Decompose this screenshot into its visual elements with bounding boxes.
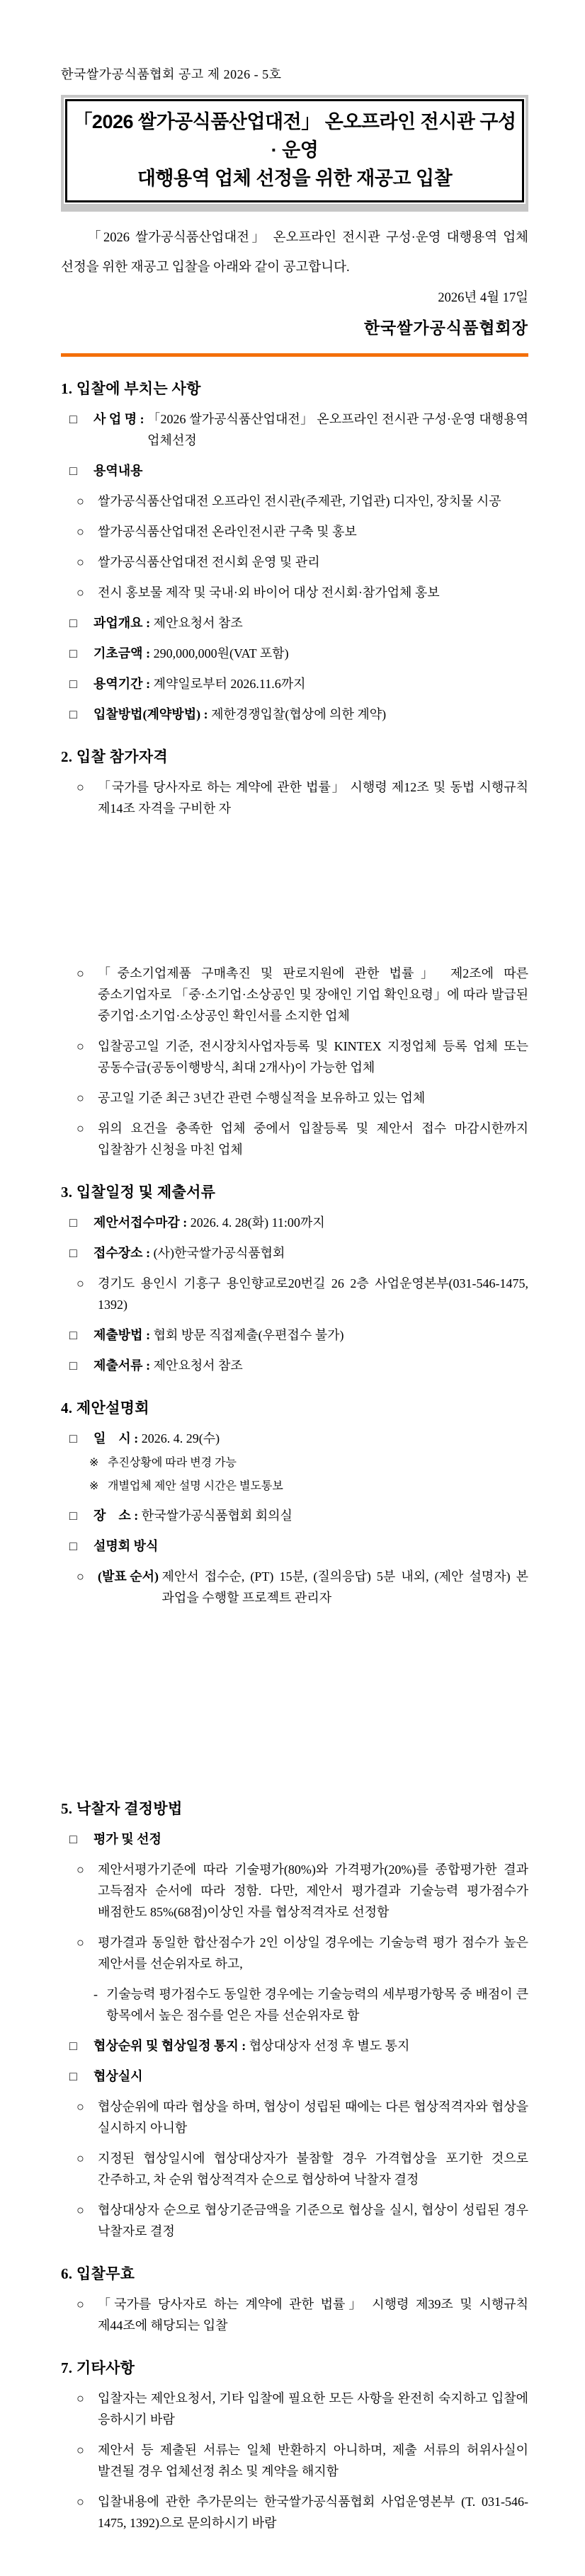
item-text: 위의 요건을 충족한 업체 중에서 입찰등록 및 제안서 접수 마감시한까지 입찰참가 신청을 마친 업체 bbox=[98, 1121, 528, 1157]
item-text: 「국가를 당사자로 하는 계약에 관한 법률」 시행령 제12조 및 동법 시행규칙 제14조 자격을 구비한 자 bbox=[98, 780, 528, 815]
item-separator: : bbox=[179, 1215, 191, 1230]
item-label: 설명회 방식 bbox=[93, 1539, 159, 1553]
circle-marker-icon: ○ bbox=[76, 780, 84, 794]
box-marker-icon: □ bbox=[69, 1358, 77, 1373]
item-text: 제안요청서 참조 bbox=[153, 616, 243, 630]
item-label: 장 소 bbox=[93, 1509, 131, 1523]
item-text: 2026. 4. 28(화) 11:00까지 bbox=[190, 1215, 325, 1230]
list-item bbox=[76, 551, 528, 573]
circle-marker-icon: ○ bbox=[76, 2297, 84, 2311]
item-text: 쌀가공식품산업대전 온라인전시관 구축 및 홍보 bbox=[98, 525, 357, 539]
page-break-gap bbox=[61, 1608, 528, 1777]
item-separator: : bbox=[142, 646, 154, 660]
item-text: 공고일 기준 최근 3년간 관련 수행실적을 보유하고 있는 업체 bbox=[98, 1091, 426, 1105]
box-marker-icon: □ bbox=[69, 677, 77, 691]
intro-paragraph: 「2026 쌀가공식품산업대전」 온오프라인 전시관 구성·운영 대행용역 업체 선정을 위한 재공고 입찰을 아래와 같이 공고합니다. bbox=[61, 231, 528, 275]
item-label: 일 시 bbox=[93, 1431, 131, 1446]
circle-marker-icon: ○ bbox=[76, 2203, 84, 2217]
circle-marker-icon: ○ bbox=[76, 1121, 84, 1135]
list-item bbox=[69, 1828, 528, 1850]
item-label: 협상순위 및 협상일정 통지 bbox=[93, 2039, 239, 2053]
list-item bbox=[76, 521, 528, 542]
box-marker-icon: □ bbox=[69, 646, 77, 660]
section-heading: 7. 기타사항 bbox=[61, 2359, 135, 2376]
box-marker-icon: □ bbox=[69, 1832, 77, 1846]
list-item bbox=[76, 1273, 528, 1315]
list-item bbox=[76, 777, 528, 819]
item-text: 전시 홍보물 제작 및 국내·외 바이어 대상 전시회·참가업체 홍보 bbox=[98, 585, 440, 600]
item-text: 지정된 협상일시에 협상대상자가 불참할 경우 가격협상을 포기한 것으로 간주하고, 차 순위 협상적격자 순으로 협상하여 낙찰자 결정 bbox=[98, 2151, 528, 2187]
list-item bbox=[69, 1212, 528, 1233]
item-text: (사)한국쌀가공식품협회 bbox=[153, 1246, 285, 1260]
item-text: 290,000,000원(VAT 포함) bbox=[153, 646, 289, 660]
divider-rule bbox=[61, 353, 528, 357]
item-text bbox=[143, 460, 528, 481]
item-text: 입찰자는 제안요청서, 기타 입찰에 필요한 모든 사항을 완전히 숙지하고 입찰에 응하시기 바람 bbox=[98, 2391, 528, 2427]
list-item bbox=[76, 1566, 528, 1608]
item-text: 쌀가공식품산업대전 오프라인 전시관(주제관, 기업관) 디자인, 장치물 시공 bbox=[98, 494, 501, 508]
section-heading: 2. 입찰 참가자격 bbox=[61, 748, 168, 765]
list-item bbox=[76, 963, 528, 1026]
item-text: 쌀가공식품산업대전 전시회 운영 및 관리 bbox=[98, 555, 320, 569]
section-heading: 3. 입찰일정 및 제출서류 bbox=[61, 1184, 216, 1201]
list-item bbox=[69, 1505, 528, 1526]
section-proposal-briefing bbox=[61, 1397, 528, 1777]
list-item bbox=[69, 1324, 528, 1346]
box-marker-icon: □ bbox=[69, 1215, 77, 1230]
note-marker-icon: ※ bbox=[89, 1457, 99, 1469]
item-separator: : bbox=[200, 707, 212, 721]
box-marker-icon: □ bbox=[69, 1509, 77, 1523]
section-eligibility bbox=[61, 746, 528, 1160]
circle-marker-icon: ○ bbox=[76, 555, 84, 569]
announcement-date: 2026년 4월 17일 bbox=[438, 291, 528, 305]
list-item bbox=[76, 2096, 528, 2139]
note-marker-icon: ※ bbox=[89, 1480, 99, 1492]
item-text: 한국쌀가공식품협회 회의실 bbox=[141, 1509, 292, 1523]
item-label: 용역내용 bbox=[93, 464, 143, 478]
item-text: 경기도 용인시 기흥구 용인향교로20번길 26 2층 사업운영본부(031-546-1475, 1392) bbox=[98, 1276, 528, 1312]
item-text: 제안서 등 제출된 서류는 일체 반환하지 아니하며, 제출 서류의 허위사실이 발견될 경우 업체선정 취소 및 계약을 해지함 bbox=[98, 2443, 528, 2478]
notice-title-line1: 「2026 쌀가공식품산업대전」 온오프라인 전시관 구성 · 운영 bbox=[73, 111, 516, 161]
list-item bbox=[76, 582, 528, 603]
list-item bbox=[69, 2066, 528, 2087]
box-marker-icon: □ bbox=[69, 616, 77, 630]
item-label: 협상실시 bbox=[93, 2069, 143, 2083]
item-label: 제안서접수마감 bbox=[93, 1215, 180, 1230]
box-marker-icon: □ bbox=[69, 1246, 77, 1260]
circle-marker-icon: ○ bbox=[76, 525, 84, 539]
box-marker-icon: □ bbox=[69, 464, 77, 478]
list-item bbox=[69, 643, 528, 664]
box-marker-icon: □ bbox=[69, 412, 77, 426]
item-label: 과업개요 bbox=[93, 616, 143, 630]
box-marker-icon: □ bbox=[69, 707, 77, 721]
circle-marker-icon: ○ bbox=[76, 2443, 84, 2457]
item-text: 협상대상자 순으로 협상기준금액을 기준으로 협상을 실시, 협상이 성립된 경우 낙찰자로 결정 bbox=[98, 2203, 528, 2238]
notice-title-frame bbox=[61, 95, 528, 212]
item-text: 계약일로부터 2026.11.6까지 bbox=[153, 677, 306, 691]
notice-title bbox=[65, 99, 524, 202]
circle-marker-icon: ○ bbox=[76, 966, 84, 980]
circle-marker-icon: ○ bbox=[76, 1091, 84, 1105]
circle-marker-icon: ○ bbox=[76, 2495, 84, 2509]
list-item bbox=[93, 1983, 528, 2026]
list-item bbox=[69, 673, 528, 694]
item-text: 협상대상자 선정 후 별도 통지 bbox=[249, 2039, 410, 2053]
circle-marker-icon: ○ bbox=[76, 1862, 84, 1877]
item-separator: : bbox=[130, 1431, 142, 1446]
item-text: 평가결과 동일한 합산점수가 2인 이상일 경우에는 기술능력 평가 점수가 높은 제안서를 선순위자로 하고, bbox=[98, 1935, 528, 1971]
circle-marker-icon: ○ bbox=[76, 1569, 84, 1584]
item-text: 「국가를 당사자로 하는 계약에 관한 법률」 시행령 제39조 및 시행규칙 제44조에 해당되는 입찰 bbox=[98, 2297, 528, 2332]
item-text: 「중소기업제품 구매촉진 및 판로지원에 관한 법률」 제2조에 따른 중소기업자로 「중·소기업·소상공인 및 장애인 기업 확인요령」에 따라 발급된 중기업·소기업·소상공인 확인서를 소지한 업체 bbox=[98, 966, 528, 1023]
list-item bbox=[76, 1036, 528, 1078]
list-item bbox=[76, 2199, 528, 2242]
section-schedule-documents bbox=[61, 1181, 528, 1376]
list-item bbox=[76, 2439, 528, 2482]
list-item bbox=[76, 1932, 528, 1974]
list-item bbox=[69, 460, 528, 481]
item-separator: : bbox=[142, 1328, 154, 1342]
item-separator: : bbox=[142, 1246, 154, 1260]
circle-marker-icon: ○ bbox=[76, 494, 84, 508]
section-heading: 4. 제안설명회 bbox=[61, 1399, 149, 1416]
list-item bbox=[89, 1477, 528, 1496]
list-item bbox=[69, 1242, 528, 1264]
section-bid-matters bbox=[61, 378, 528, 725]
list-item bbox=[69, 408, 528, 451]
circle-marker-icon: ○ bbox=[76, 1935, 84, 1950]
item-text: 협상순위에 따라 협상을 하며, 협상이 성립된 때에는 다른 협상적격자와 협상을 실시하지 아니함 bbox=[98, 2100, 528, 2135]
list-item bbox=[69, 2035, 528, 2056]
list-item bbox=[76, 2491, 528, 2534]
section-award-decision bbox=[61, 1798, 528, 2242]
item-separator: : bbox=[142, 1358, 154, 1373]
list-item bbox=[89, 1453, 528, 1472]
item-label: 입찰방법(계약방법) bbox=[93, 707, 201, 721]
section-other-matters bbox=[61, 2357, 528, 2534]
notice-number: 한국쌀가공식품협회 공고 제 2026 - 5호 bbox=[61, 67, 282, 81]
item-text: 「2026 쌀가공식품산업대전」 온오프라인 전시관 구성·운영 대행용역 업체선정 bbox=[147, 412, 528, 447]
list-item bbox=[76, 1118, 528, 1160]
box-marker-icon: □ bbox=[69, 1328, 77, 1342]
item-text: 개별업체 제안 설명 시간은 별도통보 bbox=[108, 1480, 283, 1492]
item-separator: : bbox=[130, 1509, 142, 1523]
section-heading: 1. 입찰에 부치는 사항 bbox=[61, 380, 201, 397]
item-text: 협회 방문 직접제출(우편접수 불가) bbox=[153, 1328, 344, 1342]
circle-marker-icon: ○ bbox=[76, 585, 84, 600]
circle-marker-icon: ○ bbox=[76, 1039, 84, 1053]
section-heading: 5. 낙찰자 결정방법 bbox=[61, 1800, 183, 1817]
list-item bbox=[76, 2388, 528, 2430]
box-marker-icon: □ bbox=[69, 2069, 77, 2083]
item-label: 기초금액 bbox=[93, 646, 143, 660]
notice-title-line2: 대행용역 업체 선정을 위한 재공고 입찰 bbox=[137, 168, 453, 189]
item-text: 기술능력 평가점수도 동일한 경우에는 기술능력의 세부평가항목 중 배점이 큰 항목에서 높은 점수를 얻은 자를 선순위자로 함 bbox=[106, 1987, 528, 2022]
dash-marker-icon: - bbox=[93, 1987, 98, 2001]
item-text bbox=[158, 1535, 528, 1557]
item-separator: : bbox=[142, 677, 154, 691]
page-break-gap bbox=[61, 819, 528, 954]
item-text: 2026. 4. 29(수) bbox=[141, 1431, 220, 1446]
circle-marker-icon: ○ bbox=[76, 2151, 84, 2165]
box-marker-icon: □ bbox=[69, 1431, 77, 1446]
item-text: 제한경쟁입찰(협상에 의한 계약) bbox=[211, 707, 387, 721]
box-marker-icon: □ bbox=[69, 2039, 77, 2053]
signer: 한국쌀가공식품협회장 bbox=[363, 319, 528, 337]
list-item bbox=[76, 2148, 528, 2190]
list-item bbox=[76, 1859, 528, 1923]
list-item bbox=[76, 1087, 528, 1109]
item-label: 용역기간 bbox=[93, 677, 143, 691]
section-heading: 6. 입찰무효 bbox=[61, 2265, 135, 2282]
item-label: 사 업 명 bbox=[93, 412, 137, 426]
list-item bbox=[76, 491, 528, 512]
item-separator: : bbox=[142, 616, 154, 630]
circle-marker-icon: ○ bbox=[76, 2100, 84, 2114]
item-text: 제안서 접수순, (PT) 15분, (질의응답) 5분 내외, (제안 설명자) 본 과업을 수행할 프로젝트 관리자 bbox=[161, 1569, 528, 1605]
list-item bbox=[69, 1428, 528, 1449]
item-text: 제안서평가기준에 따라 기술평가(80%)와 가격평가(20%)를 종합평가한 결과 고득점자 순서에 따라 정함. 다만, 제안서 평가결과 기술능력 평가점수가 배점한도 85%(68점)이상인 자를 협상적격자로 선정함 bbox=[98, 1862, 528, 1919]
box-marker-icon: □ bbox=[69, 1539, 77, 1553]
item-text: 제안요청서 참조 bbox=[153, 1358, 243, 1373]
item-text bbox=[161, 1828, 528, 1850]
item-text: 추진상황에 따라 변경 가능 bbox=[108, 1457, 237, 1469]
item-text: 입찰공고일 기준, 전시장치사업자등록 및 KINTEX 지정업체 등록 업체 또는 공동수급(공동이행방식, 최대 2개사)이 가능한 업체 bbox=[98, 1039, 528, 1075]
list-item bbox=[69, 1355, 528, 1376]
item-separator: : bbox=[137, 412, 148, 426]
section-bid-invalidity bbox=[61, 2263, 528, 2336]
circle-marker-icon: ○ bbox=[76, 1276, 84, 1290]
list-item bbox=[76, 2294, 528, 2336]
item-label: 제출방법 bbox=[93, 1328, 143, 1342]
item-label: 제출서류 bbox=[93, 1358, 143, 1373]
item-text: 입찰내용에 관한 추가문의는 한국쌀가공식품협회 사업운영본부 (T. 031-546-1475, 1392)으로 문의하시기 바람 bbox=[98, 2495, 528, 2530]
item-text bbox=[143, 2066, 528, 2087]
item-label: (발표 순서) bbox=[98, 1569, 159, 1584]
list-item bbox=[69, 612, 528, 634]
item-label: 평가 및 선정 bbox=[93, 1832, 161, 1846]
item-separator: : bbox=[238, 2039, 249, 2053]
list-item bbox=[69, 1535, 528, 1557]
circle-marker-icon: ○ bbox=[76, 2391, 84, 2405]
list-item bbox=[69, 704, 528, 725]
item-label: 접수장소 bbox=[93, 1246, 143, 1260]
